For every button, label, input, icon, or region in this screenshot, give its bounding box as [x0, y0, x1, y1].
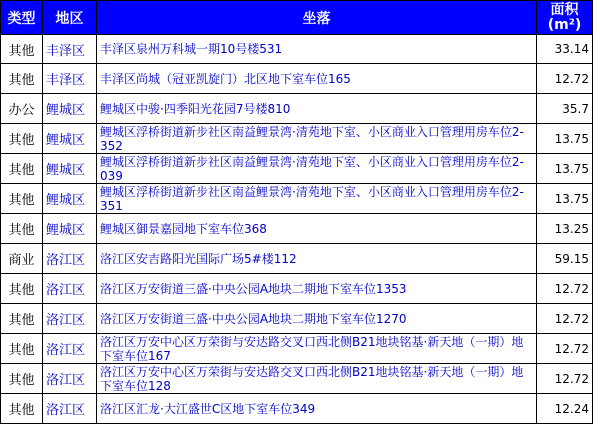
cell-size: 35.7 — [537, 94, 593, 124]
cell-area: 丰泽区 — [43, 35, 97, 64]
cell-size: 13.75 — [537, 124, 593, 154]
cell-type: 其他 — [1, 334, 43, 364]
table-row — [1, 274, 593, 304]
cell-area: 洛江区 — [43, 244, 97, 274]
cell-type: 其他 — [1, 64, 43, 94]
header-type: 类型 — [1, 1, 43, 35]
table-row — [1, 394, 593, 424]
cell-location: 鲤城区中骏·四季阳光花园7号楼810 — [97, 94, 537, 124]
cell-location: 洛江区安吉路阳光国际广场5#楼112 — [97, 244, 537, 274]
cell-location: 丰泽区尚城（冠亚凯旋门）北区地下室车位165 — [97, 64, 537, 94]
cell-type: 其他 — [1, 274, 43, 304]
cell-area: 丰泽区 — [43, 64, 97, 94]
table-row — [1, 124, 593, 154]
cell-type: 其他 — [1, 304, 43, 334]
cell-location: 鲤城区浮桥街道新步社区南益鲤景湾·清苑地下室、小区商业入口管理用房车位2-352 — [97, 124, 537, 154]
table-row — [1, 334, 593, 364]
cell-area: 鲤城区 — [43, 94, 97, 124]
header-area: 地区 — [43, 1, 97, 35]
cell-area: 鲤城区 — [43, 124, 97, 154]
table-row — [1, 214, 593, 244]
table-row — [1, 35, 593, 64]
cell-area: 鲤城区 — [43, 154, 97, 184]
table-row — [1, 244, 593, 274]
table-row — [1, 304, 593, 334]
cell-size: 12.72 — [537, 274, 593, 304]
cell-size: 13.25 — [537, 214, 593, 244]
header-size: 面积 (m²) — [537, 1, 593, 35]
cell-location: 洛江区万安街道三盛·中央公园A地块二期地下室车位1270 — [97, 304, 537, 334]
cell-type: 办公 — [1, 94, 43, 124]
cell-area: 洛江区 — [43, 334, 97, 364]
cell-type: 其他 — [1, 35, 43, 64]
cell-size: 12.72 — [537, 304, 593, 334]
cell-type: 其他 — [1, 184, 43, 214]
cell-size: 59.15 — [537, 244, 593, 274]
table-row — [1, 154, 593, 184]
cell-location: 丰泽区泉州万科城一期10号楼531 — [97, 35, 537, 64]
cell-size: 12.72 — [537, 64, 593, 94]
table-row — [1, 64, 593, 94]
cell-size: 12.72 — [537, 334, 593, 364]
cell-size: 13.75 — [537, 154, 593, 184]
cell-area: 洛江区 — [43, 304, 97, 334]
cell-size: 12.24 — [537, 394, 593, 424]
cell-area: 洛江区 — [43, 394, 97, 424]
cell-location: 洛江区万安中心区万荣街与安达路交叉口西北侧B21地块铭基·新天地（一期）地下室车位128 — [97, 364, 537, 394]
cell-location: 鲤城区御景嘉园地下室车位368 — [97, 214, 537, 244]
cell-location: 鲤城区浮桥街道新步社区南益鲤景湾·清苑地下室、小区商业入口管理用房车位2-039 — [97, 154, 537, 184]
cell-size: 12.72 — [537, 364, 593, 394]
table-row — [1, 364, 593, 394]
cell-location: 洛江区汇龙·大江盛世C区地下室车位349 — [97, 394, 537, 424]
cell-size: 33.14 — [537, 35, 593, 64]
cell-type: 其他 — [1, 154, 43, 184]
header-row — [1, 1, 593, 35]
cell-area: 洛江区 — [43, 364, 97, 394]
cell-type: 商业 — [1, 244, 43, 274]
header-location: 坐落 — [97, 1, 537, 35]
cell-area: 洛江区 — [43, 274, 97, 304]
cell-type: 其他 — [1, 394, 43, 424]
table-row — [1, 94, 593, 124]
cell-type: 其他 — [1, 364, 43, 394]
cell-location: 洛江区万安街道三盛·中央公园A地块二期地下室车位1353 — [97, 274, 537, 304]
cell-type: 其他 — [1, 214, 43, 244]
cell-location: 洛江区万安中心区万荣街与安达路交叉口西北侧B21地块铭基·新天地（一期）地下室车位167 — [97, 334, 537, 364]
cell-location: 鲤城区浮桥街道新步社区南益鲤景湾·清苑地下室、小区商业入口管理用房车位2-351 — [97, 184, 537, 214]
cell-type: 其他 — [1, 124, 43, 154]
cell-size: 13.75 — [537, 184, 593, 214]
cell-area: 鲤城区 — [43, 184, 97, 214]
table-row — [1, 184, 593, 214]
cell-area: 鲤城区 — [43, 214, 97, 244]
